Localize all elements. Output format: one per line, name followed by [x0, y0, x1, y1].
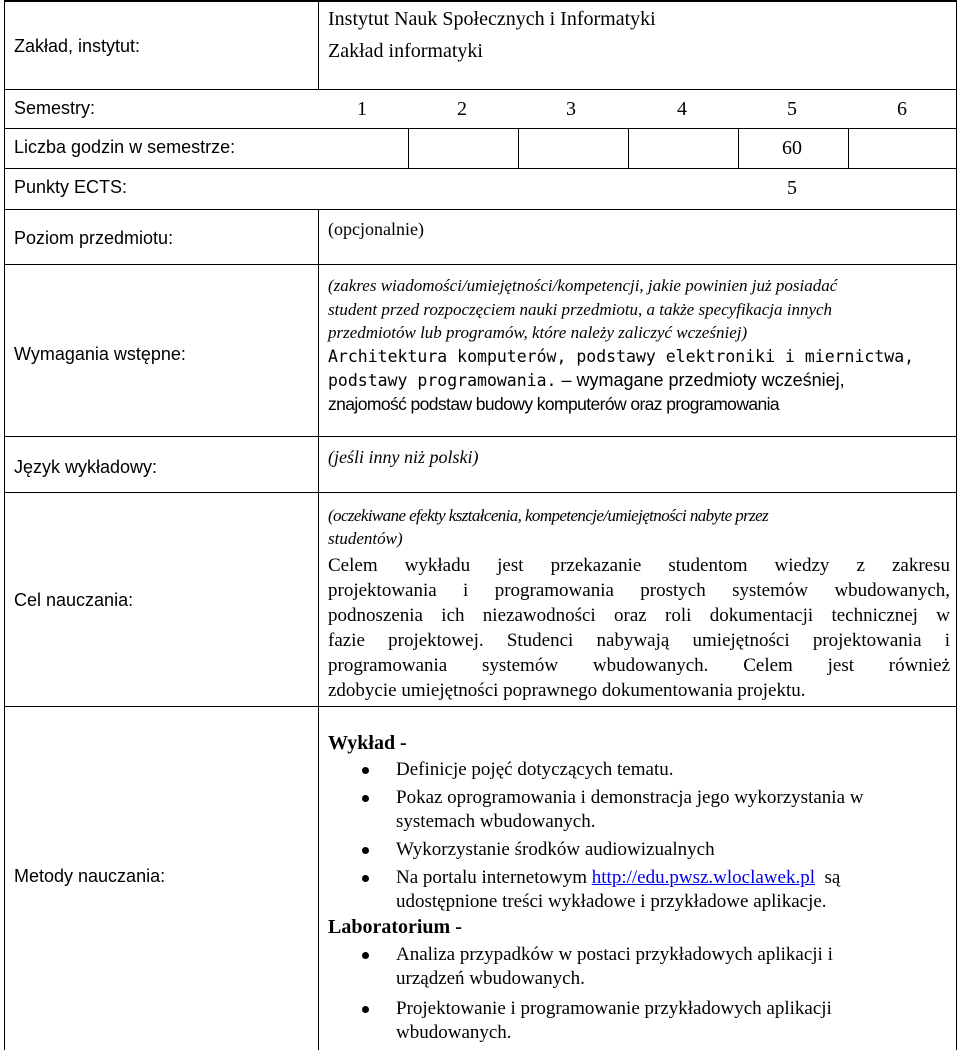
list-item-text: Analiza przypadków w postaci przykładowych aplikacji i — [396, 944, 833, 965]
bullet-icon — [362, 767, 369, 774]
bullet-icon — [362, 875, 369, 882]
list-item-text: Definicje pojęć dotyczących tematu. — [396, 759, 674, 780]
semester-number: 6 — [897, 98, 907, 120]
label-semestry: Semestry: — [14, 98, 96, 118]
row-divider — [4, 209, 957, 210]
label-liczba-godzin: Liczba godzin w semestrze: — [14, 137, 236, 157]
level-value: (opcjonalnie) — [328, 219, 424, 239]
row-divider — [4, 492, 957, 493]
requirements-note: przedmiotów lub programów, które należy zaliczyć wcześniej) — [328, 323, 748, 342]
label-jezyk-wykladowy: Język wykładowy: — [14, 457, 158, 477]
cell-divider — [738, 128, 739, 168]
column-divider — [318, 0, 319, 89]
row-divider — [4, 128, 957, 129]
bullet-icon — [362, 1006, 369, 1013]
requirements-note: student przed rozpoczęciem nauki przedmiotu, a także specyfikacja innych — [328, 300, 833, 319]
row-divider — [4, 436, 957, 437]
goal-text-line: Celem wykładu jest przekazanie studentom wiedzy z zakresu — [328, 555, 950, 576]
list-item-text — [396, 866, 840, 890]
requirements-text-part: – wymagane przedmioty wcześniej, — [556, 370, 845, 390]
row-divider — [4, 264, 957, 265]
portal-text: są — [814, 867, 841, 888]
label-metody-nauczania: Metody nauczania: — [14, 866, 166, 886]
bullet-icon — [362, 952, 369, 959]
list-item-text: urządzeń wbudowanych. — [396, 968, 585, 989]
list-item-text: wbudowanych. — [396, 1022, 512, 1043]
goal-text — [328, 553, 950, 703]
table-border-left — [4, 0, 5, 1050]
column-divider — [318, 209, 319, 1050]
language-value: (jeśli inny niż polski) — [328, 447, 479, 467]
requirements-text — [328, 369, 845, 392]
cell-divider — [518, 128, 519, 168]
label-punkty-ects: Punkty ECTS: — [14, 177, 128, 197]
requirements-text: znajomość podstaw budowy komputerów oraz programowania — [328, 394, 780, 414]
ects-value: 5 — [787, 177, 797, 199]
list-item-text: systemach wbudowanych. — [396, 811, 596, 832]
goal-text-line: projektowania i programowania prostych systemów wbudowanych, — [328, 580, 950, 601]
goal-text-line: zdobycie umiejętności poprawnego dokumentowania projektu. — [328, 680, 806, 701]
row-divider — [4, 706, 957, 707]
requirements-text: Architektura komputerów, podstawy elektroniki i miernictwa, — [328, 347, 915, 366]
bullet-icon — [362, 795, 369, 802]
department-name: Zakład informatyki — [328, 40, 483, 62]
lecture-heading: Wykład - — [328, 732, 407, 754]
goal-text-line: fazie projektowej. Studenci nabywają umiejętności projektowania i — [328, 630, 950, 651]
semester-number: 2 — [457, 98, 467, 120]
label-zaklad: Zakład, instytut: — [14, 36, 141, 56]
row-divider — [4, 168, 957, 169]
table-border-right — [956, 0, 957, 1050]
semester-number: 5 — [787, 98, 797, 120]
row-divider — [4, 89, 957, 90]
list-item-text: Wykorzystanie środków audiowizualnych — [396, 839, 715, 860]
semester-number: 1 — [357, 98, 367, 120]
goal-note: studentów) — [328, 529, 403, 548]
label-poziom-przedmiotu: Poziom przedmiotu: — [14, 228, 174, 248]
portal-text: Na portalu internetowym — [396, 867, 592, 888]
requirements-text-part: podstawy programowania. — [328, 371, 557, 390]
hours-value: 60 — [782, 137, 802, 159]
portal-link[interactable]: http://edu.pwsz.wloclawek.pl — [591, 867, 815, 888]
requirements-note: (zakres wiadomości/umiejętności/kompetencji, jakie powinien już posiadać — [328, 276, 838, 295]
lab-heading: Laboratorium - — [328, 916, 462, 938]
cell-divider — [848, 128, 849, 168]
label-cel-nauczania: Cel nauczania: — [14, 590, 134, 610]
list-item-text: udostępnione treści wykładowe i przykładowe aplikacje. — [396, 891, 827, 912]
goal-text-line: programowania systemów wbudowanych. Celem jest również — [328, 655, 950, 676]
list-item-text: Projektowanie i programowanie przykładowych aplikacji — [396, 998, 832, 1019]
list-item-text: Pokaz oprogramowania i demonstracja jego wykorzystania w — [396, 787, 864, 808]
semester-number: 3 — [566, 98, 576, 120]
goal-note: (oczekiwane efekty kształcenia, kompetencje/umiejętności nabyte przez — [328, 506, 769, 525]
semester-number: 4 — [677, 98, 687, 120]
label-wymagania-wstepne: Wymagania wstępne: — [14, 344, 186, 364]
table-border-top — [4, 0, 957, 2]
bullet-icon — [362, 847, 369, 854]
cell-divider — [628, 128, 629, 168]
institute-name: Instytut Nauk Społecznych i Informatyki — [328, 8, 656, 30]
goal-text-line: podnoszenia ich niezawodności oraz roli dokumentacji technicznej w — [328, 605, 950, 626]
cell-divider — [408, 128, 409, 168]
